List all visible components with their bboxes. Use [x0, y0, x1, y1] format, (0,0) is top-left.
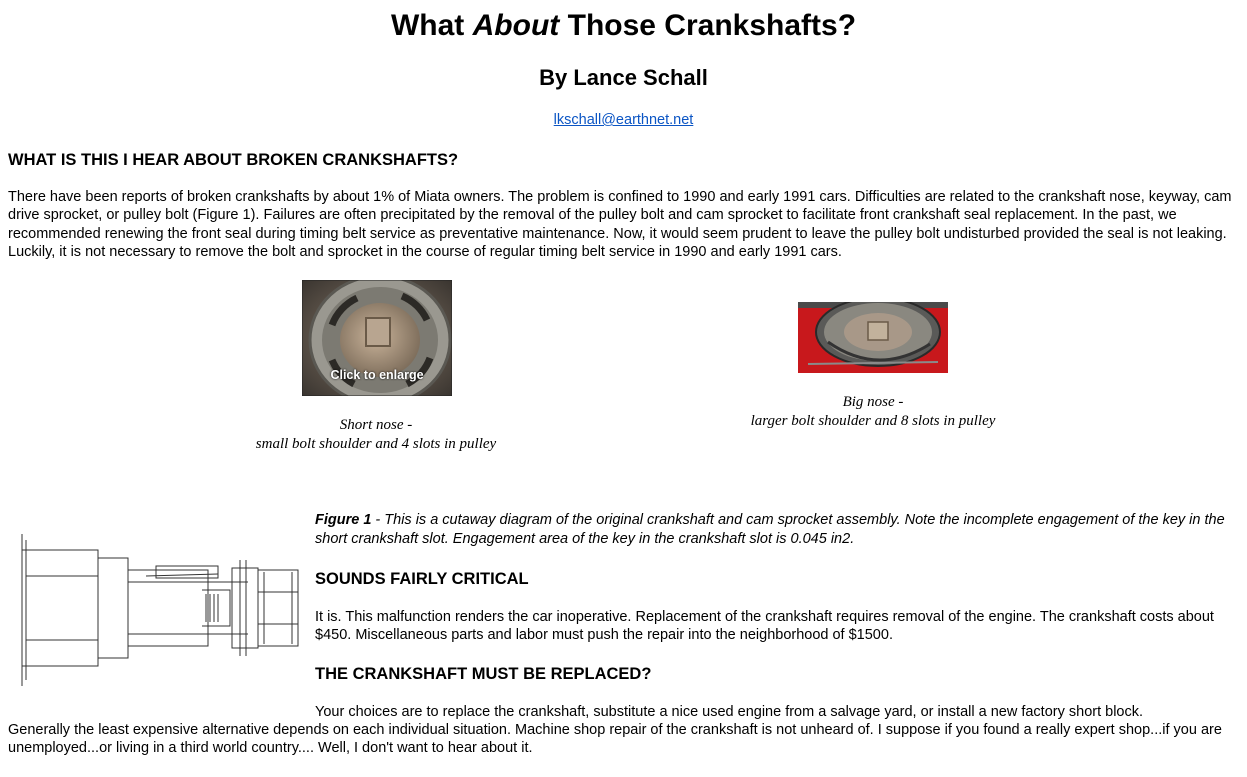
byline: By Lance Schall	[539, 65, 708, 90]
section1-heading: WHAT IS THIS I HEAR ABOUT BROKEN CRANKSHAFTS?	[8, 151, 459, 169]
big-nose-caption	[718, 393, 1028, 431]
big-nose-pulley-image	[798, 302, 948, 373]
title-post: Those Crankshafts?	[559, 9, 857, 42]
figure1-caption	[315, 511, 1245, 549]
big-nose-photo[interactable]	[798, 302, 948, 373]
page-title	[0, 8, 1247, 44]
section3-heading: THE CRANKSHAFT MUST BE REPLACED?	[315, 665, 652, 683]
section3-paragraph-rest: Generally the least expensive alternative depends on each individual situation. Machine shop repair of the crankshaft is not unheard of. I suppose if you found a really expert shop...if you are unemployed...or living in a third world country.... Well, I don't want to hear about it.	[8, 722, 1222, 757]
section2-heading: SOUNDS FAIRLY CRITICAL	[315, 570, 529, 588]
figure1-diagram	[18, 530, 303, 690]
crankshaft-cutaway-drawing	[18, 530, 303, 690]
email-link[interactable]: lkschall@earthnet.net	[553, 112, 694, 128]
big-nose-caption-line2: larger bolt shoulder and 8 slots in pulley	[750, 413, 996, 429]
section3-paragraph-line1: Your choices are to replace the crankshaft, substitute a nice used engine from a salvage yard, or install a new factory short block.	[315, 704, 1144, 720]
title-emphasis: About	[472, 9, 560, 42]
figure1-caption-text: - This is a cutaway diagram of the original crankshaft and cam sprocket assembly. Note the incomplete engagement of the key in the short crankshaft slot. Engagement area of the key in the crankshaft slot is 0.045 in2.	[315, 512, 1225, 547]
title-pre: What	[390, 9, 473, 42]
short-nose-caption-line2: small bolt shoulder and 4 slots in pulley	[255, 436, 497, 452]
email-row	[0, 111, 1247, 129]
short-nose-photo[interactable]	[302, 280, 452, 396]
click-to-enlarge-overlay: Click to enlarge	[330, 368, 424, 382]
section2-paragraph: It is. This malfunction renders the car inoperative. Replacement of the crankshaft requires removal of the engine. The crankshaft costs about $450. Miscellaneous parts and labor must push the repair into the neighborhood of $1500.	[315, 609, 1214, 644]
big-nose-caption-line1: Big nose -	[842, 394, 904, 410]
section1-paragraph: There have been reports of broken crankshafts by about 1% of Miata owners. The problem is confined to 1990 and early 1991 cars. Difficulties are related to the crankshaft nose, keyway, cam drive sprocket, or pulley bolt (Figure 1). Failures are often precipitated by the removal of the pulley bolt and cam sprocket to facilitate front crankshaft seal replacement. In the past, we recommended renewing the front seal during timing belt service as preventative maintenance. Now, it would seem prudent to leave the pulley bolt undisturbed provided the seal is not leaking. Luckily, it is not necessary to remove the bolt and sprocket in the course of regular timing belt service in 1990 and early 1991 cars.	[8, 189, 1232, 260]
short-nose-caption-line1: Short nose -	[339, 417, 413, 433]
short-nose-caption	[226, 416, 526, 454]
figure1-label: Figure 1	[315, 512, 372, 528]
